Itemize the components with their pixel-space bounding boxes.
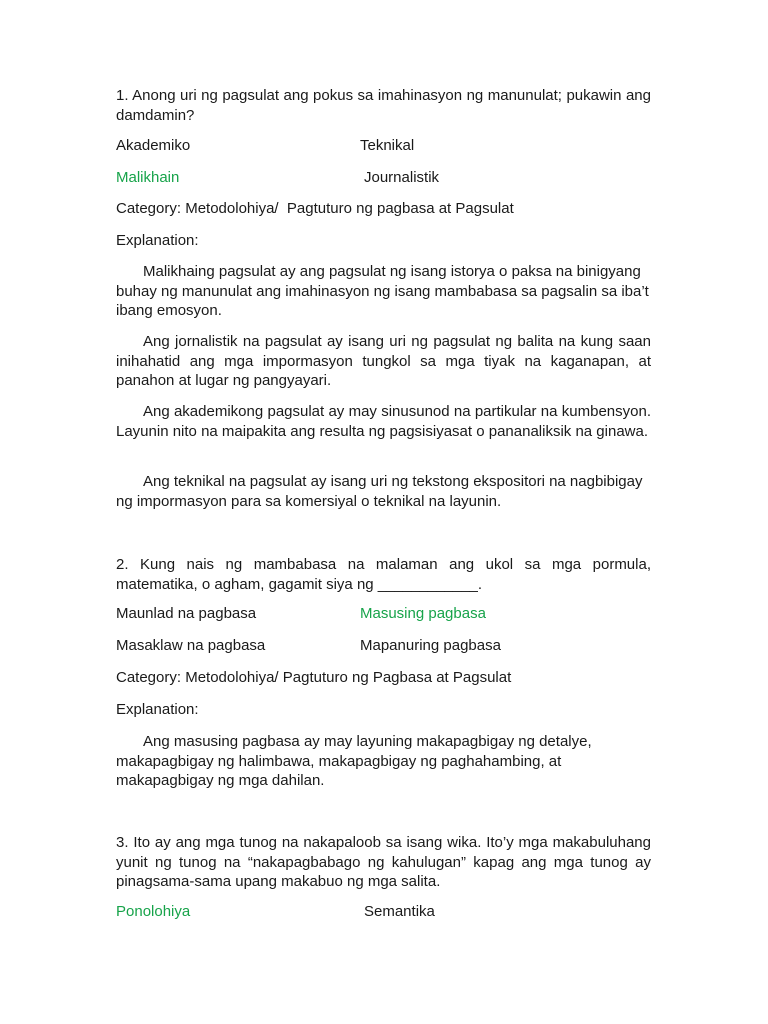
option-journalistik: Journalistik <box>364 169 440 186</box>
question-1-explanation-3: Ang akademikong pagsulat ay may sinusunod na partikular na kumbensyon. Layunin nito na maipakita ang resulta ng pagsisiyasat o pananaliksik na ginawa. <box>116 403 651 440</box>
question-1-explanation-label: Explanation: <box>116 232 199 249</box>
question-1-options-row-1 <box>116 136 651 156</box>
option-ponolohiya-correct: Ponolohiya <box>116 903 191 920</box>
question-1-category: Category: Metodolohiya/ Pagtuturo ng pagbasa at Pagsulat <box>116 200 514 217</box>
option-teknikal: Teknikal <box>360 137 415 154</box>
question-2-explanation-1: Ang masusing pagbasa ay may layuning makapagbigay ng detalye, makapagbigay ng halimbawa, makapagbigay ng paghahambing, at makapagbigay ng mga dahilan. <box>116 733 592 789</box>
question-2-options-row-2 <box>116 636 651 656</box>
question-1-explanation-1: Malikhaing pagsulat ay ang pagsulat ng isang istorya o paksa na binigyang buhay ng manunulat ang imahinasyon ng isang mambabasa sa pagsalin sa iba’t ibang emosyon. <box>116 263 649 319</box>
option-mapanuring-pagbasa: Mapanuring pagbasa <box>360 637 501 654</box>
option-masaklaw-na-pagbasa: Masaklaw na pagbasa <box>116 637 266 654</box>
question-3-text: 3. Ito ay ang mga tunog na nakapaloob sa isang wika. Ito’y mga makabuluhang yunit ng tunog na “nakapagbabago ng kahulugan” kapag ang mga tunog ay pinagsama-sama upang makabuo ng mga salita. <box>116 834 651 890</box>
question-1-text: 1. Anong uri ng pagsulat ang pokus sa imahinasyon ng manunulat; pukawin ang damdamin? <box>116 87 651 124</box>
question-1-explanation-2: Ang jornalistik na pagsulat ay isang uri ng pagsulat ng balita na kung saan inihahatid ang mga impormasyon tungkol sa mga tiyak na kaganapan, at panahon at lugar ng pangyayari. <box>116 333 651 389</box>
question-1-options-row-2 <box>116 168 651 188</box>
question-1-explanation-4: Ang teknikal na pagsulat ay isang uri ng tekstong ekspositori na nagbibigay ng impormasyon para sa komersiyal o teknikal na layunin. <box>116 473 643 510</box>
option-maunlad-na-pagbasa: Maunlad na pagbasa <box>116 605 257 622</box>
option-semantika: Semantika <box>364 903 435 920</box>
option-akademiko: Akademiko <box>116 137 191 154</box>
question-2-category: Category: Metodolohiya/ Pagtuturo ng Pagbasa at Pagsulat <box>116 669 512 686</box>
option-masusing-pagbasa-correct: Masusing pagbasa <box>360 605 486 622</box>
question-2-explanation-label: Explanation: <box>116 701 199 718</box>
question-2-options-row-1 <box>116 604 651 624</box>
option-malikhain-correct: Malikhain <box>116 169 180 186</box>
question-2-text: 2. Kung nais ng mambabasa na malaman ang ukol sa mga pormula, matematika, o agham, gagamit siya ng ____________. <box>116 556 651 593</box>
question-3-options-row-1 <box>116 902 651 922</box>
